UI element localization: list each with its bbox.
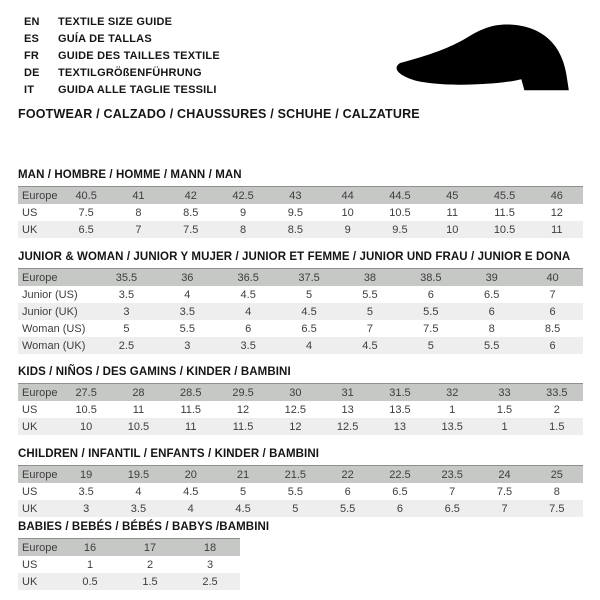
size-value: 7: [366, 322, 373, 335]
size-value: 4.5: [240, 288, 256, 301]
size-value: 31.5: [389, 386, 411, 399]
language-line-fr: [24, 47, 220, 64]
size-value: 1: [501, 420, 508, 433]
dress-shoe-icon: [386, 16, 588, 102]
size-value: 41: [132, 189, 145, 202]
size-value: 6.5: [444, 502, 460, 515]
table-row-junior-woman-3: [18, 320, 583, 337]
size-value: 37.5: [298, 271, 320, 284]
size-value: 3.5: [78, 485, 94, 498]
size-value: 33.5: [546, 386, 568, 399]
size-value: 36.5: [237, 271, 259, 284]
size-value: 1.5: [549, 420, 565, 433]
size-value: 8: [488, 322, 495, 335]
row-label: Europe: [22, 541, 58, 554]
size-value: 27.5: [75, 386, 97, 399]
size-value: 2: [553, 403, 560, 416]
size-value: 6.5: [392, 485, 408, 498]
size-value: 28.5: [180, 386, 202, 399]
language-code: IT: [24, 83, 35, 96]
table-row-junior-woman-1: [18, 286, 583, 303]
size-value: 11: [446, 206, 458, 219]
size-value: 24: [498, 468, 511, 481]
size-value: 30: [289, 386, 302, 399]
size-value: 1: [86, 558, 94, 571]
language-code: FR: [24, 49, 40, 62]
table-row-babies-2: [18, 573, 240, 590]
row-label: Europe: [22, 271, 58, 284]
size-value: 39: [485, 271, 498, 284]
size-value: 13: [393, 420, 407, 433]
size-value: 6: [549, 339, 556, 352]
size-value: 2.5: [202, 575, 218, 588]
size-table-section-babies: [18, 520, 269, 590]
table-title-children: CHILDREN / INFANTIL / ENFANTS / KINDER / BAMBINI: [18, 448, 320, 460]
size-value: 46: [550, 189, 563, 202]
row-label: UK: [22, 420, 38, 433]
size-value: 5: [239, 485, 247, 498]
size-value: 5.5: [484, 339, 500, 352]
size-value: 8: [135, 206, 142, 219]
size-table-section-man: [18, 168, 583, 238]
size-value: 3: [83, 502, 90, 515]
table-title-man: MAN / HOMBRE / HOMME / MANN / MAN: [18, 169, 242, 181]
size-value: 25: [550, 468, 563, 481]
row-label: US: [22, 403, 38, 416]
size-value: 12.5: [336, 420, 359, 433]
size-value: 8: [553, 485, 560, 498]
size-value: 4.5: [362, 339, 378, 352]
size-table-section-junior-woman: [18, 250, 583, 354]
table-title-junior-woman: JUNIOR & WOMAN / JUNIOR Y MUJER / JUNIOR ET FEMME / JUNIOR UND FRAU / JUNIOR E DONA: [18, 251, 571, 263]
size-value: 12: [289, 420, 302, 433]
table-row-kids-1: [18, 401, 583, 418]
size-value: 6.5: [301, 322, 317, 335]
size-value: 7.5: [423, 322, 439, 335]
language-list: [24, 13, 220, 98]
row-label: US: [22, 558, 38, 571]
row-label: UK: [22, 223, 38, 236]
size-value: 10: [80, 420, 93, 433]
size-value: 10: [446, 223, 459, 236]
size-value: 42: [184, 189, 197, 202]
row-label: US: [22, 206, 38, 219]
size-value: 35.5: [115, 271, 138, 284]
row-label: Junior (UK): [22, 305, 78, 318]
row-label: Woman (US): [22, 322, 86, 335]
size-table-children: [18, 465, 583, 517]
table-row-junior-woman-0: [18, 269, 583, 286]
size-value: 5.5: [287, 485, 303, 498]
language-code: DE: [24, 66, 40, 79]
size-value: 11: [551, 223, 563, 236]
size-value: 5.5: [362, 288, 378, 301]
size-value: 31: [341, 386, 354, 399]
size-value: 5.5: [423, 305, 439, 318]
size-value: 44.5: [389, 189, 411, 202]
size-value: 10.5: [389, 206, 411, 219]
size-value: 44: [341, 189, 354, 202]
size-value: 4.5: [301, 305, 317, 318]
size-value: 7: [449, 485, 456, 498]
size-value: 8.5: [544, 322, 561, 335]
size-value: 1: [449, 403, 456, 416]
size-value: 4: [306, 339, 313, 352]
size-value: 6: [488, 305, 495, 318]
size-value: 11: [185, 420, 197, 433]
row-label: UK: [22, 575, 38, 588]
size-value: 5: [427, 339, 434, 352]
size-value: 38.5: [420, 271, 442, 284]
table-row-babies-0: [18, 539, 240, 556]
size-table-kids: [18, 383, 583, 435]
size-value: 32: [446, 386, 459, 399]
size-value: 0.5: [82, 575, 98, 588]
size-value: 20: [184, 468, 197, 481]
size-value: 4: [187, 502, 194, 515]
language-label: GUÍA DE TALLAS: [58, 32, 152, 45]
size-value: 4.5: [235, 502, 251, 515]
language-code: EN: [24, 15, 40, 28]
size-value: 7: [501, 502, 508, 515]
size-value: 13.5: [389, 403, 411, 416]
size-value: 10: [341, 206, 354, 219]
size-value: 12: [550, 206, 563, 219]
size-value: 8: [239, 223, 247, 236]
row-label: Europe: [22, 386, 58, 399]
size-value: 21.5: [284, 468, 307, 481]
size-value: 5: [366, 305, 373, 318]
size-value: 5: [123, 322, 130, 335]
dress-shoe-svg: [386, 16, 588, 102]
size-value: 7.5: [549, 502, 565, 515]
size-value: 7: [135, 223, 142, 236]
size-value: 43: [289, 189, 302, 202]
size-table-section-kids: [18, 365, 583, 435]
size-value: 8.5: [287, 223, 303, 236]
table-row-babies-1: [18, 556, 240, 573]
table-row-children-2: [18, 500, 583, 517]
size-value: 19: [80, 468, 93, 481]
size-value: 18: [203, 541, 217, 554]
table-row-junior-woman-2: [18, 303, 583, 320]
table-row-junior-woman-4: [18, 337, 583, 354]
size-value: 2: [146, 558, 154, 571]
table-row-kids-2: [18, 418, 583, 435]
language-label: TEXTILGRÖßENFÜHRUNG: [58, 66, 202, 79]
size-value: 3: [206, 558, 214, 571]
size-table-junior-woman: [18, 268, 583, 354]
table-row-man-0: [18, 187, 583, 204]
size-value: 6.5: [484, 288, 500, 301]
size-value: 10.5: [493, 223, 516, 236]
size-value: 4: [245, 305, 252, 318]
language-line-de: [24, 64, 220, 81]
size-value: 17: [143, 541, 157, 554]
table-row-man-1: [18, 204, 583, 221]
size-value: 5.5: [179, 322, 195, 335]
size-value: 2.5: [118, 339, 135, 352]
size-value: 22: [341, 468, 354, 481]
size-value: 8.5: [183, 206, 199, 219]
size-value: 7.5: [496, 485, 513, 498]
language-line-it: [24, 81, 220, 98]
size-value: 6.5: [78, 223, 94, 236]
size-value: 3.5: [240, 339, 256, 352]
size-value: 9: [344, 223, 351, 236]
size-value: 7.5: [78, 206, 94, 219]
row-label: Europe: [22, 468, 58, 481]
size-value: 12.5: [284, 403, 307, 416]
size-value: 6: [549, 305, 556, 318]
size-value: 10.5: [127, 420, 150, 433]
size-value: 4: [135, 485, 142, 498]
size-value: 7.5: [183, 223, 199, 236]
size-value: 6: [396, 502, 403, 515]
size-value: 3: [184, 339, 191, 352]
size-value: 11.5: [232, 420, 254, 433]
language-label: TEXTILE SIZE GUIDE: [58, 15, 173, 28]
size-value: 1.5: [496, 403, 513, 416]
language-label: GUIDE DES TAILLES TEXTILE: [58, 49, 220, 62]
size-value: 6: [427, 288, 434, 301]
size-value: 36: [181, 271, 194, 284]
size-value: 5.5: [339, 502, 356, 515]
size-value: 38: [363, 271, 377, 284]
row-label: Woman (UK): [22, 339, 86, 352]
size-table-section-children: [18, 447, 583, 517]
size-value: 13.5: [441, 420, 463, 433]
table-title-kids: KIDS / NIÑOS / DES GAMINS / KINDER / BAMBINI: [18, 366, 291, 378]
language-code: ES: [24, 32, 40, 45]
size-value: 6: [344, 485, 351, 498]
size-value: 10.5: [75, 403, 97, 416]
size-value: 7: [549, 288, 556, 301]
size-value: 21: [236, 468, 250, 481]
size-value: 40: [546, 271, 559, 284]
table-row-children-1: [18, 483, 583, 500]
size-value: 6: [245, 322, 252, 335]
size-value: 3: [123, 305, 130, 318]
size-value: 5: [292, 502, 299, 515]
row-label: UK: [22, 502, 38, 515]
size-value: 13: [341, 403, 354, 416]
size-value: 45.5: [493, 189, 516, 202]
row-label: US: [22, 485, 38, 498]
row-label: Junior (US): [22, 288, 78, 301]
size-value: 28: [132, 386, 145, 399]
size-value: 42.5: [232, 189, 254, 202]
size-value: 3.5: [118, 288, 135, 301]
size-value: 33: [498, 386, 511, 399]
size-value: 12: [236, 403, 250, 416]
size-value: 11: [132, 403, 145, 416]
size-value: 45: [446, 189, 459, 202]
table-row-children-0: [18, 466, 583, 483]
size-table-babies: [18, 538, 240, 590]
table-title-babies: BABIES / BEBÉS / BÉBÉS / BABYS /BAMBINI: [18, 521, 270, 533]
size-value: 1.5: [142, 575, 158, 588]
category-line: FOOTWEAR / CALZADO / CHAUSSURES / SCHUHE / CALZATURE: [18, 107, 420, 121]
table-row-man-2: [18, 221, 583, 238]
size-value: 9.5: [287, 206, 303, 219]
size-value: 3.5: [179, 305, 195, 318]
size-value: 3.5: [130, 502, 147, 515]
size-value: 9: [239, 206, 247, 219]
language-label: GUIDA ALLE TAGLIE TESSILI: [58, 83, 217, 96]
size-value: 5: [306, 288, 313, 301]
table-row-kids-0: [18, 384, 583, 401]
size-value: 29.5: [232, 386, 254, 399]
size-value: 23.5: [441, 468, 463, 481]
size-value: 11.5: [180, 403, 202, 416]
size-table-man: [18, 186, 583, 238]
size-value: 19.5: [127, 468, 150, 481]
language-line-en: [24, 13, 220, 30]
size-value: 4.5: [183, 485, 199, 498]
size-value: 40.5: [75, 189, 97, 202]
size-value: 16: [83, 541, 97, 554]
size-value: 4: [184, 288, 191, 301]
size-value: 11.5: [494, 206, 515, 219]
size-value: 9.5: [392, 223, 408, 236]
row-label: Europe: [22, 189, 58, 202]
size-value: 22.5: [389, 468, 411, 481]
language-line-es: [24, 30, 220, 47]
